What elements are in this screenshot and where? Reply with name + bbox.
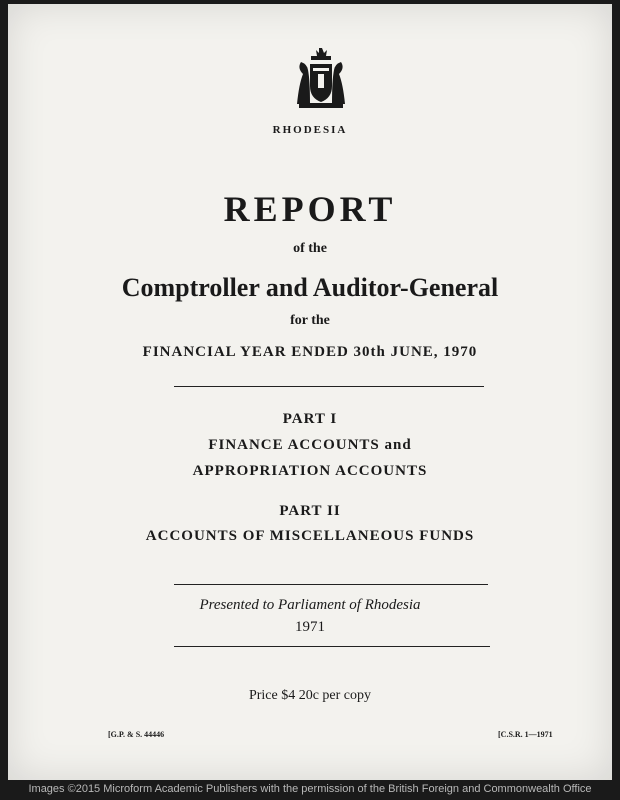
financial-year: FINANCIAL YEAR ENDED 30th JUNE, 1970 <box>142 344 478 360</box>
part-one-line: APPROPRIATION ACCOUNTS <box>192 463 428 479</box>
part-two-heading: PART II <box>279 503 341 519</box>
title-connector: of the <box>293 241 327 256</box>
part-one-line: FINANCE ACCOUNTS and <box>208 437 412 453</box>
coat-of-arms-icon <box>293 46 349 112</box>
divider-rule <box>174 646 490 647</box>
office-title: Comptroller and Auditor-General <box>121 273 499 302</box>
divider-rule <box>174 584 488 585</box>
divider-rule <box>174 386 484 387</box>
part-two-line: ACCOUNTS OF MISCELLANEOUS FUNDS <box>145 528 475 544</box>
printer-reference: [G.P. & S. 44446 <box>108 730 165 739</box>
for-connector: for the <box>290 313 330 328</box>
presented-line: Presented to Parliament of Rhodesia <box>199 597 421 613</box>
part-one-heading: PART I <box>282 411 338 427</box>
copyright-watermark: Images ©2015 Microform Academic Publishers with the permission of the British Foreign and Commonwealth Office <box>28 783 592 795</box>
csr-reference: [C.S.R. 1—1971 <box>498 730 553 739</box>
price-line: Price $4 20c per copy <box>248 688 372 703</box>
report-title: REPORT <box>223 189 397 229</box>
document-page <box>8 4 612 780</box>
country-name: RHODESIA <box>272 124 348 136</box>
presented-year: 1971 <box>295 619 325 635</box>
